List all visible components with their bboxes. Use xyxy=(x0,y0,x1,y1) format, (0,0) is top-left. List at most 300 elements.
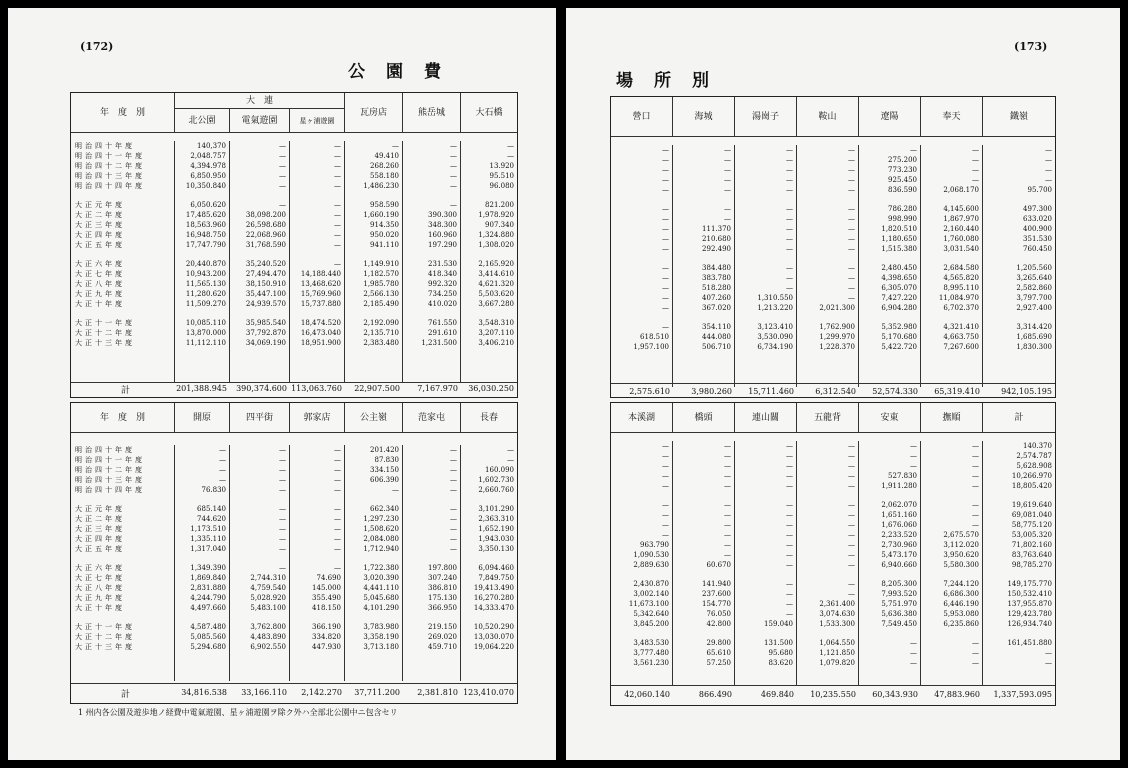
cell-value: — xyxy=(334,505,341,513)
cell-value: 3,797.700 xyxy=(1016,294,1052,302)
cell-value: 3,483.530 xyxy=(633,639,669,647)
cell-value: — xyxy=(334,142,341,150)
year-label: 大正九年度 xyxy=(75,594,125,602)
cell-value: — xyxy=(786,472,793,480)
cell-value: 2,684.580 xyxy=(943,264,979,272)
cell-value: 74.690 xyxy=(316,574,341,582)
total-value: 1,337,593.095 xyxy=(993,690,1052,699)
cell-value: — xyxy=(724,541,731,549)
total-value: 469.840 xyxy=(760,690,794,699)
cell-value: — xyxy=(724,462,731,470)
cell-value: — xyxy=(848,501,855,509)
cell-value: 60.670 xyxy=(706,561,731,569)
total-value: 52,574.330 xyxy=(872,387,918,396)
cell-value: 237.600 xyxy=(702,590,731,598)
cell-value: 1,652.190 xyxy=(478,525,514,533)
cell-value: 3,207.110 xyxy=(478,329,514,337)
cell-value: 275.200 xyxy=(888,156,917,164)
cell-value: — xyxy=(662,462,669,470)
cell-value: — xyxy=(662,531,669,539)
sipingjie-header: 四平街 xyxy=(230,403,290,433)
cell-value: 5,953.080 xyxy=(943,610,979,618)
cell-value: 42.800 xyxy=(706,620,731,628)
year-label: 大正二年度 xyxy=(75,211,125,219)
cell-value: 5,170.680 xyxy=(881,333,917,341)
cell-value: — xyxy=(724,166,731,174)
cell-value: 1,205.560 xyxy=(1016,264,1052,272)
cell-value: — xyxy=(972,156,979,164)
cell-value: 231.530 xyxy=(428,260,457,268)
cell-value: — xyxy=(786,580,793,588)
cell-value: 65.610 xyxy=(706,649,731,657)
cell-value: 348.300 xyxy=(428,221,457,229)
cell-value: 1,676.060 xyxy=(881,521,917,529)
cell-value: — xyxy=(972,649,979,657)
cell-value: — xyxy=(507,456,514,464)
tieling-header: 鐵嶺 xyxy=(983,97,1055,137)
cell-value: 3,783.980 xyxy=(363,623,399,631)
total-value: 65,319.410 xyxy=(934,387,980,396)
cell-value: 5,580.300 xyxy=(943,561,979,569)
cell-value: 5,503.620 xyxy=(478,290,514,298)
cell-value: — xyxy=(279,505,286,513)
year-label: 明治四十四年度 xyxy=(75,182,145,190)
cell-value: 2,160.440 xyxy=(943,225,979,233)
cell-value: 17,747.790 xyxy=(185,241,226,249)
cell-value: 1,651.160 xyxy=(881,511,917,519)
cell-value: — xyxy=(848,205,855,213)
cell-value: — xyxy=(848,472,855,480)
cell-value: 7,244.120 xyxy=(943,580,979,588)
total-row xyxy=(71,683,517,702)
andong-values xyxy=(859,441,921,685)
cell-value: 6,940.660 xyxy=(881,561,917,569)
cell-value: 10,350.840 xyxy=(185,182,226,190)
cell-value: — xyxy=(334,525,341,533)
cell-value: 1,308.020 xyxy=(478,241,514,249)
cell-value: — xyxy=(848,274,855,282)
cell-value: 4,321.410 xyxy=(943,323,979,331)
cell-value: 334.820 xyxy=(312,633,341,641)
cell-value: — xyxy=(334,564,341,572)
cell-value: — xyxy=(507,142,514,150)
cell-value: 83.620 xyxy=(768,659,793,667)
cell-value: — xyxy=(279,515,286,523)
cell-value: 1,486.230 xyxy=(363,182,399,190)
cell-value: 4,244.790 xyxy=(190,594,226,602)
cell-value: — xyxy=(279,564,286,572)
year-label: 大正三年度 xyxy=(75,525,125,533)
cell-value: — xyxy=(334,162,341,170)
cell-value: 96.080 xyxy=(489,182,514,190)
changchun-header: 長春 xyxy=(461,403,517,433)
cell-value: 150,532.410 xyxy=(1007,590,1052,598)
cell-value: 963.790 xyxy=(640,541,669,549)
cell-value: — xyxy=(662,501,669,509)
andong-header: 安東 xyxy=(859,403,921,433)
cell-value: — xyxy=(392,486,399,494)
cell-value: — xyxy=(786,462,793,470)
qiaotou-header: 橋頭 xyxy=(673,403,735,433)
cell-value: 1,299.970 xyxy=(819,333,855,341)
cell-value: 71,802.160 xyxy=(1011,541,1052,549)
cell-value: 7,993.520 xyxy=(881,590,917,598)
cell-value: 3,713.180 xyxy=(363,643,399,651)
cell-value: — xyxy=(334,260,341,268)
cell-value: 76.830 xyxy=(201,486,226,494)
cell-value: 2,363.310 xyxy=(478,515,514,523)
cell-value: 907.340 xyxy=(485,221,514,229)
cell-value: — xyxy=(786,205,793,213)
total-value: 3,980.260 xyxy=(691,387,732,396)
cell-value: 161,451.880 xyxy=(1007,639,1052,647)
cell-value: 1,830.300 xyxy=(1016,343,1052,351)
cell-value: 18,805.420 xyxy=(1011,482,1052,490)
cell-value: 19,413.490 xyxy=(473,584,514,592)
liaoyang-values xyxy=(859,145,921,387)
cell-value: — xyxy=(786,452,793,460)
benxihu-header: 本溪湖 xyxy=(611,403,673,433)
haicheng-values xyxy=(673,145,735,387)
cell-value: — xyxy=(662,245,669,253)
cell-value: — xyxy=(662,294,669,302)
cell-value: 8,995.110 xyxy=(943,284,979,292)
cell-value: 3,112.020 xyxy=(943,541,979,549)
cell-value: 87.830 xyxy=(374,456,399,464)
cell-value: 685.140 xyxy=(197,505,226,513)
cell-value: — xyxy=(848,541,855,549)
cell-value: — xyxy=(848,531,855,539)
cell-value: 7,849.750 xyxy=(478,574,514,582)
cell-value: — xyxy=(848,186,855,194)
cell-value: 35,985.540 xyxy=(245,319,286,327)
cell-value: — xyxy=(910,649,917,657)
total-value: 7,167.970 xyxy=(417,384,458,393)
cell-value: 1,335.110 xyxy=(190,535,226,543)
cell-value: — xyxy=(662,166,669,174)
year-label: 大正四年度 xyxy=(75,535,125,543)
left-table-upper xyxy=(70,92,518,398)
cell-value: 6,686.300 xyxy=(943,590,979,598)
cell-value: — xyxy=(786,600,793,608)
year-label: 大正元年度 xyxy=(75,201,125,209)
cell-value: — xyxy=(450,466,457,474)
cell-value: 2,430.870 xyxy=(633,580,669,588)
cell-value: — xyxy=(786,274,793,282)
cell-value: — xyxy=(279,545,286,553)
cell-value: 4,759.540 xyxy=(250,584,286,592)
cell-value: — xyxy=(972,442,979,450)
cell-value: — xyxy=(334,231,341,239)
cell-value: 3,845.200 xyxy=(633,620,669,628)
cell-value: 5,342.640 xyxy=(633,610,669,618)
gongzhuling-header: 公主嶺 xyxy=(345,403,403,433)
cell-value: — xyxy=(724,176,731,184)
kaiyuan-values xyxy=(175,445,230,681)
cell-value: — xyxy=(1045,659,1052,667)
cell-value: 3,101.290 xyxy=(478,505,514,513)
cell-value: 760.450 xyxy=(1023,245,1052,253)
cell-value: 13,468.620 xyxy=(300,280,341,288)
cell-value: — xyxy=(279,201,286,209)
year-label: 大正五年度 xyxy=(75,241,125,249)
cell-value: 159.040 xyxy=(764,620,793,628)
cell-value: 3,950.620 xyxy=(943,551,979,559)
kita-park-values xyxy=(175,141,230,383)
cell-value: 2,361.400 xyxy=(819,600,855,608)
cell-value: — xyxy=(334,446,341,454)
cell-value: 334.150 xyxy=(370,466,399,474)
cell-value: — xyxy=(848,521,855,529)
cell-value: 1,508.620 xyxy=(363,525,399,533)
cell-value: — xyxy=(334,466,341,474)
cell-value: 111.370 xyxy=(702,225,731,233)
cell-value: — xyxy=(450,515,457,523)
guojiadian-values xyxy=(290,445,345,681)
cell-value: — xyxy=(450,476,457,484)
total-row xyxy=(611,685,1055,704)
anshan-values xyxy=(797,145,859,387)
total-value: 942,105.195 xyxy=(1001,387,1052,396)
cell-value: 4,145.600 xyxy=(943,205,979,213)
fanjiatun-header: 范家屯 xyxy=(403,403,461,433)
cell-value: — xyxy=(724,482,731,490)
page-title-right: 場 所 別 xyxy=(616,71,711,91)
cell-value: 3,265.640 xyxy=(1016,274,1052,282)
cell-value: — xyxy=(662,511,669,519)
cell-value: — xyxy=(848,551,855,559)
cell-value: 354.110 xyxy=(702,323,731,331)
cell-value: — xyxy=(786,511,793,519)
cell-value: — xyxy=(848,264,855,272)
cell-value: 268.260 xyxy=(370,162,399,170)
cell-value: — xyxy=(972,521,979,529)
cell-value: — xyxy=(786,264,793,272)
year-label: 大正五年度 xyxy=(75,545,125,553)
cell-value: — xyxy=(662,264,669,272)
cell-value: 1,349.390 xyxy=(190,564,226,572)
cell-value: — xyxy=(848,294,855,302)
cell-value: 154.770 xyxy=(702,600,731,608)
cell-value: — xyxy=(786,186,793,194)
cell-value: 141.940 xyxy=(702,580,731,588)
cell-value: 2,048.757 xyxy=(190,152,226,160)
cell-value: 992.320 xyxy=(428,280,457,288)
cell-value: 197.290 xyxy=(428,241,457,249)
cell-value: — xyxy=(786,146,793,154)
cell-value: 2,383.480 xyxy=(363,339,399,347)
cell-value: 57.250 xyxy=(706,659,731,667)
fushun-values xyxy=(921,441,983,685)
cell-value: 1,297.230 xyxy=(363,515,399,523)
cell-value: 2,574.787 xyxy=(1016,452,1052,460)
cell-value: 140.370 xyxy=(1023,442,1052,450)
cell-value: 4,663.750 xyxy=(943,333,979,341)
cell-value: 11,280.620 xyxy=(185,290,226,298)
year-label: 大正十二年度 xyxy=(75,633,135,641)
cell-value: 10,943.200 xyxy=(185,270,226,278)
cell-value: 786.280 xyxy=(888,205,917,213)
cell-value: 527.830 xyxy=(888,472,917,480)
cell-value: 1,090.530 xyxy=(633,551,669,559)
cell-value: 1,228.370 xyxy=(819,343,855,351)
total-value: 36,030.250 xyxy=(468,384,514,393)
footnote: 1 州内各公園及遊歩地ノ経費中電氣遊園、星ヶ浦遊園ヲ除ク外ハ全部北公園中ニ包含セリ xyxy=(78,708,398,717)
cell-value: — xyxy=(279,162,286,170)
cell-value: — xyxy=(279,446,286,454)
cell-value: 1,722.380 xyxy=(363,564,399,572)
cell-value: 10,085.110 xyxy=(185,319,226,327)
cell-value: — xyxy=(279,525,286,533)
year-label: 大正十二年度 xyxy=(75,329,135,337)
grand-total-values xyxy=(983,441,1055,685)
cell-value: 201.420 xyxy=(370,446,399,454)
total-value: 2,575.610 xyxy=(629,387,670,396)
cell-value: 129,423.780 xyxy=(1007,610,1052,618)
cell-value: 3,561.230 xyxy=(633,659,669,667)
cell-value: 1,533.300 xyxy=(819,620,855,628)
year-column xyxy=(71,141,175,383)
cell-value: 4,497.660 xyxy=(190,604,226,612)
cell-value: — xyxy=(972,639,979,647)
cell-value: — xyxy=(724,472,731,480)
total-value: 113,063.760 xyxy=(291,384,342,393)
cell-value: 2,582.860 xyxy=(1016,284,1052,292)
year-header: 年 度 別 xyxy=(71,93,175,133)
cell-value: — xyxy=(972,452,979,460)
cell-value: 418.340 xyxy=(428,270,457,278)
cell-value: — xyxy=(662,235,669,243)
cell-value: 4,441.110 xyxy=(363,584,399,592)
cell-value: — xyxy=(786,482,793,490)
cell-value: — xyxy=(724,146,731,154)
total-value: 60,343.930 xyxy=(872,690,918,699)
cell-value: 761.550 xyxy=(428,319,457,327)
cell-value: 773.230 xyxy=(888,166,917,174)
cell-value: 2,831.880 xyxy=(190,584,226,592)
cell-value: 950.020 xyxy=(370,231,399,239)
tieling-values xyxy=(983,145,1055,387)
cell-value: — xyxy=(786,442,793,450)
cell-value: — xyxy=(662,442,669,450)
cell-value: 1,867.970 xyxy=(943,215,979,223)
cell-value: — xyxy=(662,521,669,529)
cell-value: — xyxy=(724,521,731,529)
cell-value: — xyxy=(786,284,793,292)
electric-park-header: 電氣遊園 xyxy=(230,109,290,133)
fanjiatun-values xyxy=(403,445,461,681)
cell-value: — xyxy=(662,284,669,292)
cell-value: 2,165.920 xyxy=(478,260,514,268)
cell-value: 3,074.630 xyxy=(819,610,855,618)
haicheng-header: 海城 xyxy=(673,97,735,137)
cell-value: — xyxy=(450,486,457,494)
cell-value: 38,098.200 xyxy=(245,211,286,219)
cell-value: — xyxy=(972,482,979,490)
cell-value: 149,175.770 xyxy=(1007,580,1052,588)
cell-value: — xyxy=(334,535,341,543)
cell-value: 10,520.290 xyxy=(473,623,514,631)
total-row xyxy=(71,382,517,397)
year-label: 明治四十三年度 xyxy=(75,172,145,180)
cell-value: — xyxy=(848,284,855,292)
right-table-upper xyxy=(610,96,1056,398)
cell-value: 34,069.190 xyxy=(245,339,286,347)
total-value: 390,374.600 xyxy=(236,384,287,393)
year-label: 大正十一年度 xyxy=(75,319,135,327)
cell-value: — xyxy=(662,215,669,223)
cell-value: 1,869.840 xyxy=(190,574,226,582)
cell-value: 518.280 xyxy=(702,284,731,292)
cell-value: 37,792.870 xyxy=(245,329,286,337)
cell-value: 2,084.080 xyxy=(363,535,399,543)
cell-value: 941.110 xyxy=(370,241,399,249)
cell-value: 2,566.130 xyxy=(363,290,399,298)
cell-value: — xyxy=(910,442,917,450)
cell-value: 447.930 xyxy=(312,643,341,651)
cell-value: — xyxy=(786,156,793,164)
total-value: 6,312.540 xyxy=(815,387,856,396)
cell-value: 3,123.410 xyxy=(757,323,793,331)
cell-value: — xyxy=(724,215,731,223)
cell-value: 197.800 xyxy=(428,564,457,572)
cell-value: — xyxy=(1045,166,1052,174)
cell-value: 14,333.470 xyxy=(473,604,514,612)
page-number-right: (173) xyxy=(1014,40,1048,53)
cell-value: 5,751.970 xyxy=(881,600,917,608)
cell-value: 210.680 xyxy=(702,235,731,243)
cell-value: 7,549.450 xyxy=(881,620,917,628)
cell-value: 6,850.950 xyxy=(190,172,226,180)
cell-value: — xyxy=(972,511,979,519)
cell-value: — xyxy=(279,172,286,180)
year-label: 大正六年度 xyxy=(75,564,125,572)
cell-value: — xyxy=(786,590,793,598)
cell-value: — xyxy=(450,201,457,209)
year-label: 大正六年度 xyxy=(75,260,125,268)
cell-value: 4,101.290 xyxy=(363,604,399,612)
cell-value: — xyxy=(786,225,793,233)
cell-value: 1,231.500 xyxy=(421,339,457,347)
total-value: 15,711.460 xyxy=(748,387,794,396)
cell-value: 49.410 xyxy=(374,152,399,160)
year-label: 大正十一年度 xyxy=(75,623,135,631)
cell-value: 6,235.860 xyxy=(943,620,979,628)
cell-value: 383.780 xyxy=(702,274,731,282)
cell-value: — xyxy=(848,590,855,598)
year-label: 大正十三年度 xyxy=(75,339,135,347)
cell-value: — xyxy=(662,482,669,490)
total-label: 計 xyxy=(121,386,131,396)
wafangdian-header: 瓦房店 xyxy=(345,93,403,133)
cell-value: 13,870.000 xyxy=(185,329,226,337)
cell-value: 18,951.900 xyxy=(300,339,341,347)
total-value: 22,907.500 xyxy=(354,384,400,393)
cell-value: — xyxy=(724,205,731,213)
cell-value: 13,030.070 xyxy=(473,633,514,641)
cell-value: — xyxy=(848,215,855,223)
year-label: 大正九年度 xyxy=(75,290,125,298)
cell-value: 11,565.130 xyxy=(185,280,226,288)
cell-value: 131.500 xyxy=(764,639,793,647)
cell-value: 5,422.720 xyxy=(881,343,917,351)
cell-value: 1,820.510 xyxy=(881,225,917,233)
cell-value: 5,636.380 xyxy=(881,610,917,618)
total-value: 123,410.070 xyxy=(463,688,514,697)
dashiqiao-values xyxy=(461,141,517,383)
cell-value: — xyxy=(219,466,226,474)
cell-value: — xyxy=(334,152,341,160)
